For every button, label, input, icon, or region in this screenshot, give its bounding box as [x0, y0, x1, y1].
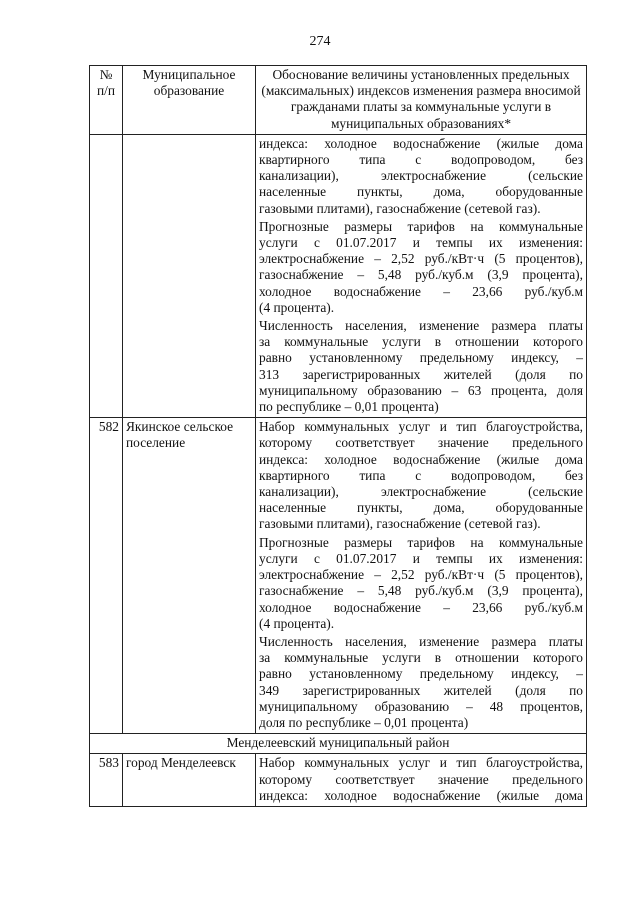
table-row [90, 754, 587, 807]
text-line: канализации), электроснабжение (сельские [259, 484, 583, 500]
text-line: по республике – 0,01 процента) [259, 399, 439, 415]
row-municipality: город Менделеевск [123, 754, 256, 807]
text-line: Численность населения, изменение размера платы [259, 633, 583, 649]
table-header-row [90, 66, 587, 135]
paragraph [259, 634, 583, 731]
header-municipality: Муниципальное образование [123, 66, 256, 135]
paragraph [259, 535, 583, 632]
row-number: 583 [90, 754, 123, 807]
table-row [90, 134, 587, 417]
paragraph [259, 755, 583, 804]
paragraph [259, 136, 583, 217]
row-justification [256, 134, 587, 417]
text-line: электроснабжение – 2,52 руб./кВт·ч (5 процентов), [259, 251, 583, 267]
text-line: за коммунальные услуги в отношении которого [259, 334, 583, 350]
tariff-table [89, 65, 587, 807]
paragraph [259, 419, 583, 532]
text-line: электроснабжение – 2,52 руб./кВт·ч (5 процентов), [259, 567, 583, 583]
text-line: за коммунальные услуги в отношении которого [259, 650, 583, 666]
text-line: квартирного типа с водопроводом, без [259, 467, 583, 483]
row-number: 582 [90, 418, 123, 734]
text-line: газоснабжение – 5,48 руб./куб.м (3,9 процента), [259, 583, 583, 599]
text-line: Численность населения, изменение размера платы [259, 318, 583, 334]
text-line: индекса: холодное водоснабжение (жилые дома [259, 135, 583, 151]
text-line: которому соответствует значение предельного [259, 771, 583, 787]
text-line: газовыми плитами), газоснабжение (сетевой газ). [259, 516, 541, 532]
text-line: Набор коммунальных услуг и тип благоустройства, [259, 419, 583, 435]
row-justification [256, 418, 587, 734]
text-line: населенные пункты, дома, оборудованные [259, 500, 583, 516]
text-line: (4 процента). [259, 299, 335, 315]
row-municipality: Якинское сельское поселение [123, 418, 256, 734]
paragraph [259, 219, 583, 316]
header-justification: Обоснование величины установленных предельных (максимальных) индексов изменения размера вносимой гражданами платы за коммунальные услуги в муниципальных образованиях* [256, 66, 587, 135]
text-line: муниципальному образованию – 48 процентов, [259, 698, 583, 714]
text-line: газовыми плитами), газоснабжение (сетевой газ). [259, 200, 541, 216]
text-line: услуги с 01.07.2017 и темпы их изменения: [259, 235, 583, 251]
text-line: равно установленному предельному индексу, – [259, 350, 583, 366]
section-title: Менделеевский муниципальный район [90, 734, 587, 754]
text-line: 313 зарегистрированных жителей (доля по [259, 366, 583, 382]
section-row [90, 734, 587, 754]
text-line: квартирного типа с водопроводом, без [259, 152, 583, 168]
text-line: Прогнозные размеры тарифов на коммунальные [259, 534, 583, 550]
row-municipality [123, 134, 256, 417]
text-line: индекса: холодное водоснабжение (жилые дома [259, 787, 583, 803]
text-line: холодное водоснабжение – 23,66 руб./куб.м [259, 599, 583, 615]
text-line: 349 зарегистрированных жителей (доля по [259, 682, 583, 698]
text-line: услуги с 01.07.2017 и темпы их изменения: [259, 550, 583, 566]
text-line: равно установленному предельному индексу, – [259, 666, 583, 682]
page-number: 274 [309, 34, 331, 49]
table-row [90, 418, 587, 734]
header-num: № п/п [90, 66, 123, 135]
text-line: (4 процента). [259, 615, 335, 631]
paragraph [259, 318, 583, 415]
row-justification [256, 754, 587, 807]
text-line: доля по республике – 0,01 процента) [259, 714, 469, 730]
text-line: газоснабжение – 5,48 руб./куб.м (3,9 процента), [259, 267, 583, 283]
text-line: которому соответствует значение предельного [259, 435, 583, 451]
text-line: холодное водоснабжение – 23,66 руб./куб.м [259, 283, 583, 299]
text-line: канализации), электроснабжение (сельские [259, 168, 583, 184]
text-line: муниципальному образованию – 63 процента, доля [259, 382, 583, 398]
row-number [90, 134, 123, 417]
text-line: индекса: холодное водоснабжение (жилые дома [259, 451, 583, 467]
text-line: населенные пункты, дома, оборудованные [259, 184, 583, 200]
text-line: Прогнозные размеры тарифов на коммунальные [259, 218, 583, 234]
text-line: Набор коммунальных услуг и тип благоустройства, [259, 755, 583, 771]
